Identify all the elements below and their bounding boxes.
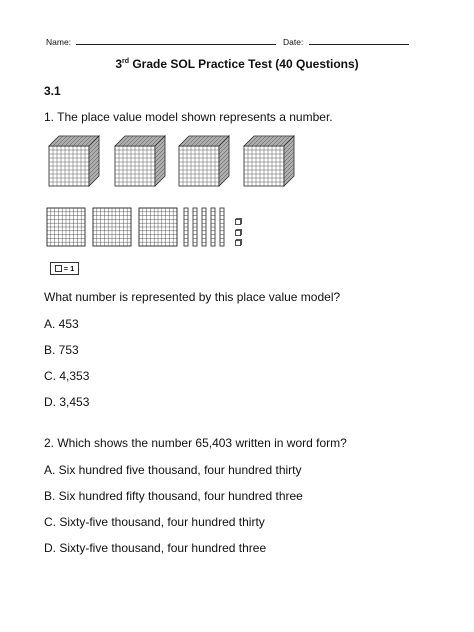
page-title bbox=[0, 57, 474, 71]
q1-option-b[interactable]: B. 753 bbox=[44, 343, 79, 357]
q2-option-d[interactable]: D. Sixty-five thousand, four hundred three bbox=[44, 541, 267, 555]
hundred-flat-2 bbox=[92, 207, 132, 247]
question-1-prompt: What number is represented by this place value model? bbox=[44, 290, 341, 304]
unit-key bbox=[50, 262, 79, 275]
thousand-cube-1 bbox=[48, 135, 104, 187]
date-label: Date: bbox=[283, 37, 304, 47]
hundred-flat-1 bbox=[46, 207, 86, 247]
unit-key-text: = 1 bbox=[63, 264, 75, 273]
unit-cube-icon bbox=[55, 265, 62, 272]
thousand-cube-2 bbox=[114, 135, 170, 187]
q1-option-d[interactable]: D. 3,453 bbox=[44, 395, 90, 409]
question-1-stem: 1. The place value model shown represents a number. bbox=[44, 110, 333, 124]
thousand-cube-4 bbox=[243, 135, 299, 187]
title-superscript: rd bbox=[122, 58, 130, 65]
section-label: 3.1 bbox=[44, 84, 61, 98]
date-field bbox=[283, 35, 409, 47]
hundred-flat-3 bbox=[138, 207, 178, 247]
q1-option-c[interactable]: C. 4,353 bbox=[44, 369, 90, 383]
ten-rod-4 bbox=[210, 207, 216, 247]
ten-rod-2 bbox=[192, 207, 198, 247]
title-grade-number: 3 bbox=[115, 57, 123, 71]
name-label: Name: bbox=[46, 37, 72, 47]
ten-rod-1 bbox=[183, 207, 189, 247]
q2-option-a[interactable]: A. Six hundred five thousand, four hundred thirty bbox=[44, 463, 302, 477]
q1-option-a[interactable]: A. 453 bbox=[44, 317, 79, 331]
q2-option-b[interactable]: B. Six hundred fifty thousand, four hundred three bbox=[44, 489, 303, 503]
thousand-cube-3 bbox=[178, 135, 234, 187]
title-text: Grade SOL Practice Test (40 Questions) bbox=[129, 57, 359, 71]
ten-rod-5 bbox=[219, 207, 225, 247]
q2-option-c[interactable]: C. Sixty-five thousand, four hundred thirty bbox=[44, 515, 265, 529]
ones-unit-1 bbox=[235, 218, 242, 225]
name-underline[interactable] bbox=[76, 35, 276, 45]
ten-rod-3 bbox=[201, 207, 207, 247]
date-underline[interactable] bbox=[309, 35, 409, 45]
question-2-stem: 2. Which shows the number 65,403 written in word form? bbox=[44, 436, 347, 450]
ones-unit-3 bbox=[235, 239, 242, 246]
name-field bbox=[46, 35, 276, 47]
ones-unit-2 bbox=[235, 229, 242, 236]
